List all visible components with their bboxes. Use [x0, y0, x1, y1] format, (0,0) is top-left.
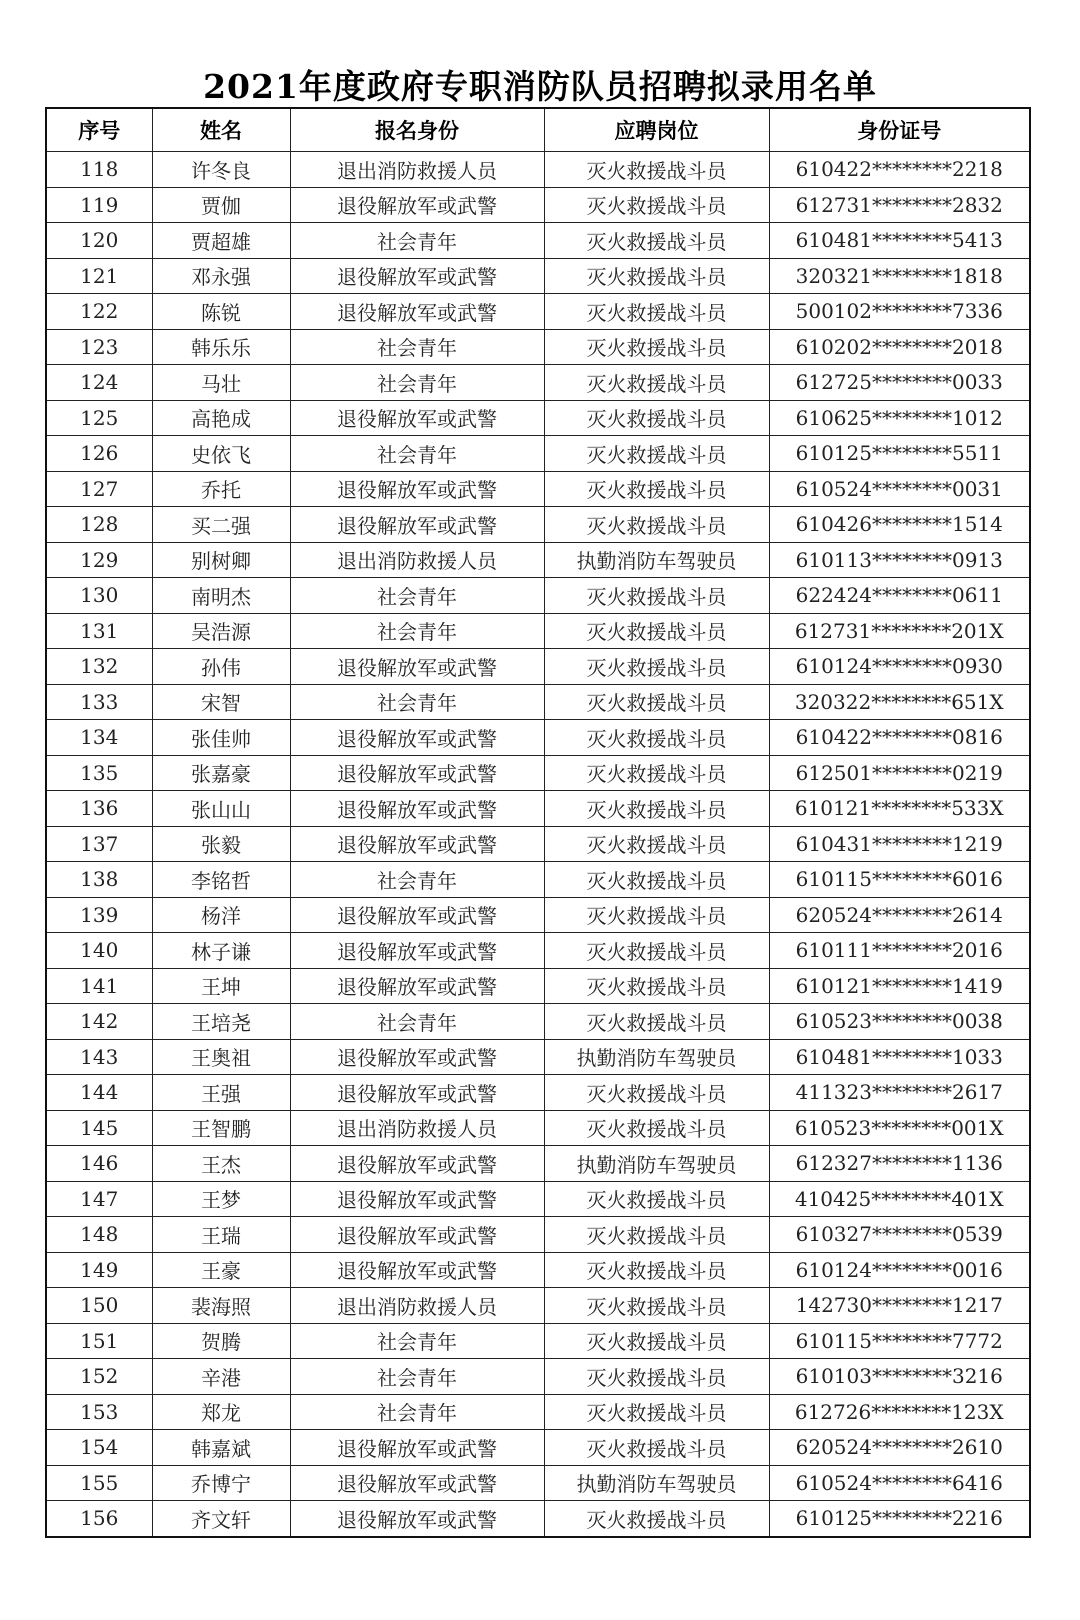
- applicant-category-cell: 退役解放军或武警: [290, 400, 544, 436]
- page-title: 2021年度政府专职消防队员招聘拟录用名单: [203, 67, 877, 107]
- table-row: [46, 542, 1030, 578]
- id-number-cell: 610524********0031: [769, 471, 1030, 507]
- id-number-cell: 610115********6016: [769, 862, 1030, 898]
- id-number-cell: 610113********0913: [769, 542, 1030, 578]
- applicant-category-cell: 退役解放军或武警: [290, 1252, 544, 1288]
- applied-position-cell: 灭火救援战斗员: [544, 152, 769, 188]
- id-number-cell: 142730********1217: [769, 1288, 1030, 1324]
- serial-number-cell: 138: [46, 862, 152, 898]
- id-number-cell: 612327********1136: [769, 1146, 1030, 1182]
- applied-position-cell: 灭火救援战斗员: [544, 1359, 769, 1395]
- id-number-cell: 610422********2218: [769, 152, 1030, 188]
- id-number-cell: 610124********0016: [769, 1252, 1030, 1288]
- table-row: [46, 1039, 1030, 1075]
- serial-number-cell: 154: [46, 1430, 152, 1466]
- applied-position-cell: 灭火救援战斗员: [544, 258, 769, 294]
- id-number-cell: 612725********0033: [769, 365, 1030, 401]
- applicant-category-cell: 社会青年: [290, 613, 544, 649]
- applied-position-cell: 灭火救援战斗员: [544, 578, 769, 614]
- serial-number-cell: 127: [46, 471, 152, 507]
- name-cell: 韩嘉斌: [152, 1430, 290, 1466]
- applicant-category-cell: 退役解放军或武警: [290, 755, 544, 791]
- applicant-category-cell: 社会青年: [290, 1004, 544, 1040]
- applied-position-cell: 灭火救援战斗员: [544, 329, 769, 365]
- applied-position-cell: 灭火救援战斗员: [544, 826, 769, 862]
- name-cell: 裴海照: [152, 1288, 290, 1324]
- applied-position-cell: 执勤消防车驾驶员: [544, 1465, 769, 1501]
- applied-position-cell: 灭火救援战斗员: [544, 1501, 769, 1537]
- id-number-cell: 610327********0539: [769, 1217, 1030, 1253]
- table-row: [46, 365, 1030, 401]
- name-cell: 贾超雄: [152, 223, 290, 259]
- serial-number-cell: 120: [46, 223, 152, 259]
- name-cell: 陈锐: [152, 294, 290, 330]
- table-row: [46, 755, 1030, 791]
- applied-position-cell: 灭火救援战斗员: [544, 1430, 769, 1466]
- applicant-category-cell: 退役解放军或武警: [290, 826, 544, 862]
- id-number-cell: 612731********201X: [769, 613, 1030, 649]
- table-row: [46, 1430, 1030, 1466]
- serial-number-cell: 126: [46, 436, 152, 472]
- applied-position-cell: 灭火救援战斗员: [544, 1394, 769, 1430]
- name-cell: 王豪: [152, 1252, 290, 1288]
- table-row: [46, 933, 1030, 969]
- name-cell: 韩乐乐: [152, 329, 290, 365]
- applied-position-cell: 灭火救援战斗员: [544, 365, 769, 401]
- table-row: [46, 1004, 1030, 1040]
- name-cell: 乔博宁: [152, 1465, 290, 1501]
- applied-position-cell: 灭火救援战斗员: [544, 897, 769, 933]
- name-cell: 许冬良: [152, 152, 290, 188]
- id-number-cell: 610125********2216: [769, 1501, 1030, 1537]
- name-cell: 史依飞: [152, 436, 290, 472]
- applied-position-cell: 灭火救援战斗员: [544, 755, 769, 791]
- serial-number-cell: 125: [46, 400, 152, 436]
- table-row: [46, 791, 1030, 827]
- table-row: [46, 1181, 1030, 1217]
- table-row: [46, 1288, 1030, 1324]
- table-row: [46, 329, 1030, 365]
- column-header-applicant-category: 报名身份: [290, 108, 544, 152]
- id-number-cell: 411323********2617: [769, 1075, 1030, 1111]
- serial-number-cell: 147: [46, 1181, 152, 1217]
- applicant-category-cell: 社会青年: [290, 223, 544, 259]
- id-number-cell: 610125********5511: [769, 436, 1030, 472]
- serial-number-cell: 134: [46, 720, 152, 756]
- table-row: [46, 1110, 1030, 1146]
- id-number-cell: 620524********2610: [769, 1430, 1030, 1466]
- applicant-category-cell: 退役解放军或武警: [290, 1501, 544, 1537]
- applicant-category-cell: 社会青年: [290, 329, 544, 365]
- name-cell: 别树卿: [152, 542, 290, 578]
- serial-number-cell: 136: [46, 791, 152, 827]
- table-row: [46, 1217, 1030, 1253]
- table-row: [46, 968, 1030, 1004]
- header-row: [46, 108, 1030, 152]
- id-number-cell: 610115********7772: [769, 1323, 1030, 1359]
- applied-position-cell: 执勤消防车驾驶员: [544, 542, 769, 578]
- table-row: [46, 507, 1030, 543]
- applied-position-cell: 灭火救援战斗员: [544, 1217, 769, 1253]
- name-cell: 高艳成: [152, 400, 290, 436]
- id-number-cell: 622424********0611: [769, 578, 1030, 614]
- table-row: [46, 152, 1030, 188]
- name-cell: 南明杰: [152, 578, 290, 614]
- name-cell: 王坤: [152, 968, 290, 1004]
- applied-position-cell: 灭火救援战斗员: [544, 1004, 769, 1040]
- serial-number-cell: 140: [46, 933, 152, 969]
- serial-number-cell: 119: [46, 187, 152, 223]
- applied-position-cell: 灭火救援战斗员: [544, 684, 769, 720]
- applicant-category-cell: 退役解放军或武警: [290, 791, 544, 827]
- id-number-cell: 320322********651X: [769, 684, 1030, 720]
- table-row: [46, 578, 1030, 614]
- applicant-category-cell: 退役解放军或武警: [290, 1039, 544, 1075]
- id-number-cell: 612501********0219: [769, 755, 1030, 791]
- table-row: [46, 720, 1030, 756]
- serial-number-cell: 128: [46, 507, 152, 543]
- name-cell: 张毅: [152, 826, 290, 862]
- id-number-cell: 610124********0930: [769, 649, 1030, 685]
- serial-number-cell: 131: [46, 613, 152, 649]
- table-row: [46, 294, 1030, 330]
- name-cell: 孙伟: [152, 649, 290, 685]
- id-number-cell: 610121********1419: [769, 968, 1030, 1004]
- applicant-category-cell: 退役解放军或武警: [290, 294, 544, 330]
- name-cell: 乔托: [152, 471, 290, 507]
- serial-number-cell: 130: [46, 578, 152, 614]
- applied-position-cell: 灭火救援战斗员: [544, 436, 769, 472]
- serial-number-cell: 149: [46, 1252, 152, 1288]
- id-number-cell: 610121********533X: [769, 791, 1030, 827]
- name-cell: 马壮: [152, 365, 290, 401]
- serial-number-cell: 144: [46, 1075, 152, 1111]
- name-cell: 杨洋: [152, 897, 290, 933]
- applied-position-cell: 灭火救援战斗员: [544, 507, 769, 543]
- id-number-cell: 620524********2614: [769, 897, 1030, 933]
- table-row: [46, 258, 1030, 294]
- applied-position-cell: 灭火救援战斗员: [544, 1252, 769, 1288]
- id-number-cell: 610481********5413: [769, 223, 1030, 259]
- applied-position-cell: 灭火救援战斗员: [544, 187, 769, 223]
- serial-number-cell: 155: [46, 1465, 152, 1501]
- table-row: [46, 649, 1030, 685]
- id-number-cell: 610426********1514: [769, 507, 1030, 543]
- applied-position-cell: 灭火救援战斗员: [544, 968, 769, 1004]
- applicant-category-cell: 社会青年: [290, 1323, 544, 1359]
- serial-number-cell: 145: [46, 1110, 152, 1146]
- table-row: [46, 1465, 1030, 1501]
- applicant-category-cell: 退出消防救援人员: [290, 1288, 544, 1324]
- applicant-category-cell: 退役解放军或武警: [290, 187, 544, 223]
- name-cell: 辛港: [152, 1359, 290, 1395]
- id-number-cell: 610103********3216: [769, 1359, 1030, 1395]
- name-cell: 张佳帅: [152, 720, 290, 756]
- serial-number-cell: 142: [46, 1004, 152, 1040]
- serial-number-cell: 132: [46, 649, 152, 685]
- serial-number-cell: 148: [46, 1217, 152, 1253]
- applicant-category-cell: 社会青年: [290, 684, 544, 720]
- table-row: [46, 436, 1030, 472]
- applied-position-cell: 灭火救援战斗员: [544, 649, 769, 685]
- applied-position-cell: 灭火救援战斗员: [544, 613, 769, 649]
- applicant-category-cell: 退出消防救援人员: [290, 542, 544, 578]
- serial-number-cell: 143: [46, 1039, 152, 1075]
- serial-number-cell: 137: [46, 826, 152, 862]
- serial-number-cell: 156: [46, 1501, 152, 1537]
- name-cell: 张山山: [152, 791, 290, 827]
- id-number-cell: 612726********123X: [769, 1394, 1030, 1430]
- name-cell: 王瑞: [152, 1217, 290, 1253]
- serial-number-cell: 121: [46, 258, 152, 294]
- applicant-category-cell: 社会青年: [290, 436, 544, 472]
- serial-number-cell: 129: [46, 542, 152, 578]
- applied-position-cell: 灭火救援战斗员: [544, 223, 769, 259]
- applicant-category-cell: 退役解放军或武警: [290, 897, 544, 933]
- name-cell: 买二强: [152, 507, 290, 543]
- applied-position-cell: 灭火救援战斗员: [544, 294, 769, 330]
- applicant-category-cell: 退役解放军或武警: [290, 1075, 544, 1111]
- applied-position-cell: 执勤消防车驾驶员: [544, 1039, 769, 1075]
- name-cell: 王杰: [152, 1146, 290, 1182]
- id-number-cell: 610524********6416: [769, 1465, 1030, 1501]
- table-row: [46, 223, 1030, 259]
- serial-number-cell: 139: [46, 897, 152, 933]
- table-row: [46, 1501, 1030, 1537]
- table-row: [46, 613, 1030, 649]
- table-header: [46, 108, 1030, 152]
- applicant-category-cell: 社会青年: [290, 1394, 544, 1430]
- name-cell: 贾伽: [152, 187, 290, 223]
- serial-number-cell: 124: [46, 365, 152, 401]
- column-header-id-number: 身份证号: [769, 108, 1030, 152]
- applied-position-cell: 灭火救援战斗员: [544, 1288, 769, 1324]
- name-cell: 李铭哲: [152, 862, 290, 898]
- serial-number-cell: 135: [46, 755, 152, 791]
- table-row: [46, 1252, 1030, 1288]
- table-row: [46, 826, 1030, 862]
- serial-number-cell: 152: [46, 1359, 152, 1395]
- applicant-category-cell: 退役解放军或武警: [290, 1430, 544, 1466]
- name-cell: 贺腾: [152, 1323, 290, 1359]
- id-number-cell: 500102********7336: [769, 294, 1030, 330]
- applicant-category-cell: 社会青年: [290, 1359, 544, 1395]
- applicant-category-cell: 退役解放军或武警: [290, 471, 544, 507]
- id-number-cell: 610481********1033: [769, 1039, 1030, 1075]
- applied-position-cell: 灭火救援战斗员: [544, 1181, 769, 1217]
- applied-position-cell: 灭火救援战斗员: [544, 471, 769, 507]
- name-cell: 邓永强: [152, 258, 290, 294]
- table-row: [46, 1359, 1030, 1395]
- name-cell: 郑龙: [152, 1394, 290, 1430]
- serial-number-cell: 122: [46, 294, 152, 330]
- table-body: [46, 152, 1030, 1537]
- table-row: [46, 471, 1030, 507]
- applied-position-cell: 灭火救援战斗员: [544, 1075, 769, 1111]
- applicant-category-cell: 社会青年: [290, 578, 544, 614]
- name-cell: 吴浩源: [152, 613, 290, 649]
- applicant-category-cell: 退出消防救援人员: [290, 1110, 544, 1146]
- applied-position-cell: 灭火救援战斗员: [544, 791, 769, 827]
- applicant-category-cell: 退役解放军或武警: [290, 507, 544, 543]
- applicant-category-cell: 社会青年: [290, 365, 544, 401]
- column-header-serial-number: 序号: [46, 108, 152, 152]
- serial-number-cell: 153: [46, 1394, 152, 1430]
- id-number-cell: 612731********2832: [769, 187, 1030, 223]
- column-header-applied-position: 应聘岗位: [544, 108, 769, 152]
- applicant-category-cell: 退役解放军或武警: [290, 720, 544, 756]
- applicant-category-cell: 退役解放军或武警: [290, 933, 544, 969]
- applied-position-cell: 灭火救援战斗员: [544, 1323, 769, 1359]
- id-number-cell: 610431********1219: [769, 826, 1030, 862]
- table-row: [46, 684, 1030, 720]
- name-cell: 齐文轩: [152, 1501, 290, 1537]
- applicant-category-cell: 退出消防救援人员: [290, 152, 544, 188]
- serial-number-cell: 133: [46, 684, 152, 720]
- serial-number-cell: 146: [46, 1146, 152, 1182]
- id-number-cell: 320321********1818: [769, 258, 1030, 294]
- applicant-category-cell: 退役解放军或武警: [290, 968, 544, 1004]
- id-number-cell: 610523********001X: [769, 1110, 1030, 1146]
- table-row: [46, 862, 1030, 898]
- id-number-cell: 610202********2018: [769, 329, 1030, 365]
- applied-position-cell: 灭火救援战斗员: [544, 720, 769, 756]
- name-cell: 张嘉豪: [152, 755, 290, 791]
- applicant-category-cell: 退役解放军或武警: [290, 1181, 544, 1217]
- name-cell: 王强: [152, 1075, 290, 1111]
- applicant-category-cell: 退役解放军或武警: [290, 258, 544, 294]
- name-cell: 宋智: [152, 684, 290, 720]
- id-number-cell: 610523********0038: [769, 1004, 1030, 1040]
- id-number-cell: 610111********2016: [769, 933, 1030, 969]
- applicant-category-cell: 退役解放军或武警: [290, 649, 544, 685]
- serial-number-cell: 141: [46, 968, 152, 1004]
- name-cell: 王智鹏: [152, 1110, 290, 1146]
- table-row: [46, 400, 1030, 436]
- applied-position-cell: 灭火救援战斗员: [544, 933, 769, 969]
- table-row: [46, 1394, 1030, 1430]
- applicant-category-cell: 退役解放军或武警: [290, 1146, 544, 1182]
- column-header-name: 姓名: [152, 108, 290, 152]
- name-cell: 王培尧: [152, 1004, 290, 1040]
- applicant-category-cell: 退役解放军或武警: [290, 1465, 544, 1501]
- applicant-category-cell: 退役解放军或武警: [290, 1217, 544, 1253]
- serial-number-cell: 118: [46, 152, 152, 188]
- name-cell: 王奥祖: [152, 1039, 290, 1075]
- roster-table: [45, 107, 1031, 1538]
- table-row: [46, 187, 1030, 223]
- table-row: [46, 1323, 1030, 1359]
- table-row: [46, 897, 1030, 933]
- serial-number-cell: 150: [46, 1288, 152, 1324]
- applicant-category-cell: 社会青年: [290, 862, 544, 898]
- id-number-cell: 610625********1012: [769, 400, 1030, 436]
- applied-position-cell: 灭火救援战斗员: [544, 862, 769, 898]
- serial-number-cell: 151: [46, 1323, 152, 1359]
- name-cell: 王梦: [152, 1181, 290, 1217]
- id-number-cell: 410425********401X: [769, 1181, 1030, 1217]
- applied-position-cell: 灭火救援战斗员: [544, 1110, 769, 1146]
- id-number-cell: 610422********0816: [769, 720, 1030, 756]
- table-row: [46, 1075, 1030, 1111]
- table-row: [46, 1146, 1030, 1182]
- serial-number-cell: 123: [46, 329, 152, 365]
- name-cell: 林子谦: [152, 933, 290, 969]
- applied-position-cell: 执勤消防车驾驶员: [544, 1146, 769, 1182]
- applied-position-cell: 灭火救援战斗员: [544, 400, 769, 436]
